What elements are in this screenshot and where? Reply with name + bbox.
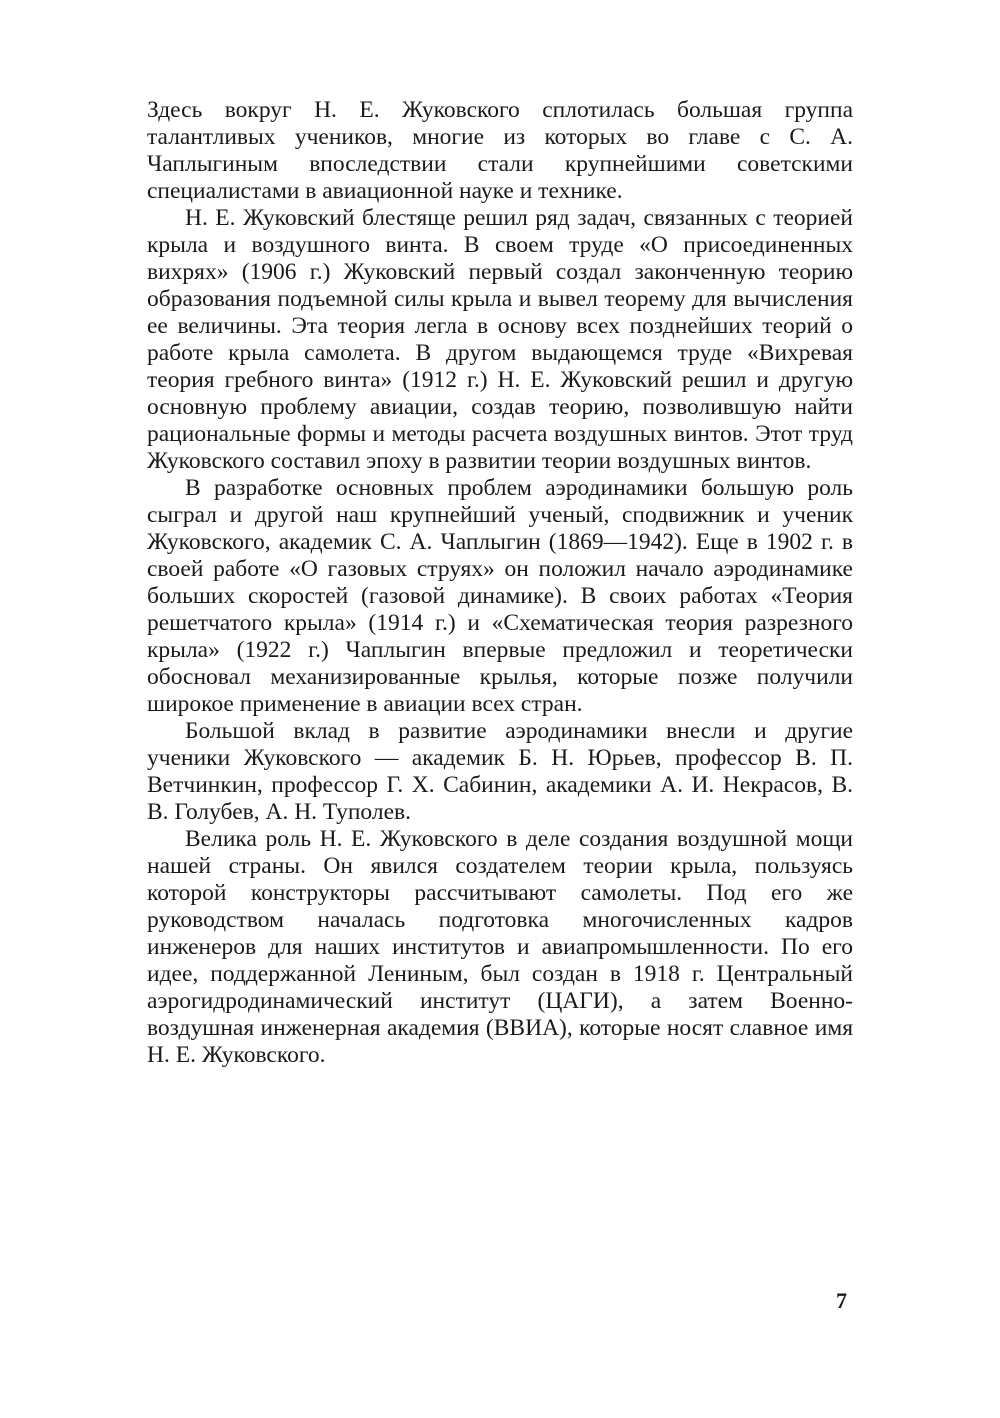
paragraph-2: Н. Е. Жуковский блестяще решил ряд задач, связанных с теорией крыла и воздушного винта. В своем труде «О присоединенных вихрях» (1906 г.) Жуковский первый создал законченную теорию образования подъемной силы крыла и вывел теорему для вычисления ее величины. Эта теория легла в основу всех позднейших теорий о работе крыла самолета. В другом выдающемся труде «Вихревая теория гребного винта» (1912 г.) Н. Е. Жуковский решил и другую основную проблему авиации, создав теорию, позволившую найти рациональные формы и методы расчета воздушных винтов. Этот труд Жуковского составил эпоху в развитии теории воздушных винтов. [147, 205, 853, 474]
page-number: 7 [836, 1288, 847, 1313]
paragraph-3: В разработке основных проблем аэродинамики большую роль сыграл и другой наш крупнейший ученый, сподвижник и ученик Жуковского, академик С. А. Чаплыгин (1869—1942). Еще в 1902 г. в своей работе «О газовых струях» он положил начало аэродинамике больших скоростей (газовой динамике). В своих работах «Теория решетчатого крыла» (1914 г.) и «Схематическая теория разрезного крыла» (1922 г.) Чаплыгин впервые предложил и теоретически обосновал механизированные крылья, которые позже получили широкое применение в авиации всех стран. [147, 475, 853, 717]
paragraph-1: Здесь вокруг Н. Е. Жуковского сплотилась большая группа талантливых учеников, многие из которых во главе с С. А. Чаплыгиным впоследствии стали крупнейшими советскими специалистами в авиационной науке и технике. [147, 97, 853, 204]
body-text [147, 97, 853, 1069]
paragraph-5: Велика роль Н. Е. Жуковского в деле создания воздушной мощи нашей страны. Он явился создателем теории крыла, пользуясь которой конструкторы рассчитывают самолеты. Под его же руководством началась подготовка многочисленных кадров инженеров для наших институтов и авиапромышленности. По его идее, поддержанной Лениным, был создан в 1918 г. Центральный аэрогидродинамический институт (ЦАГИ), а затем Военно-воздушная инженерная академия (ВВИА), которые носят славное имя Н. Е. Жуковского. [147, 826, 853, 1068]
paragraph-4: Большой вклад в развитие аэродинамики внесли и другие ученики Жуковского — академик Б. Н. Юрьев, профессор В. П. Ветчинкин, профессор Г. Х. Сабинин, академики А. И. Некрасов, В. В. Голубев, А. Н. Туполев. [147, 718, 853, 825]
